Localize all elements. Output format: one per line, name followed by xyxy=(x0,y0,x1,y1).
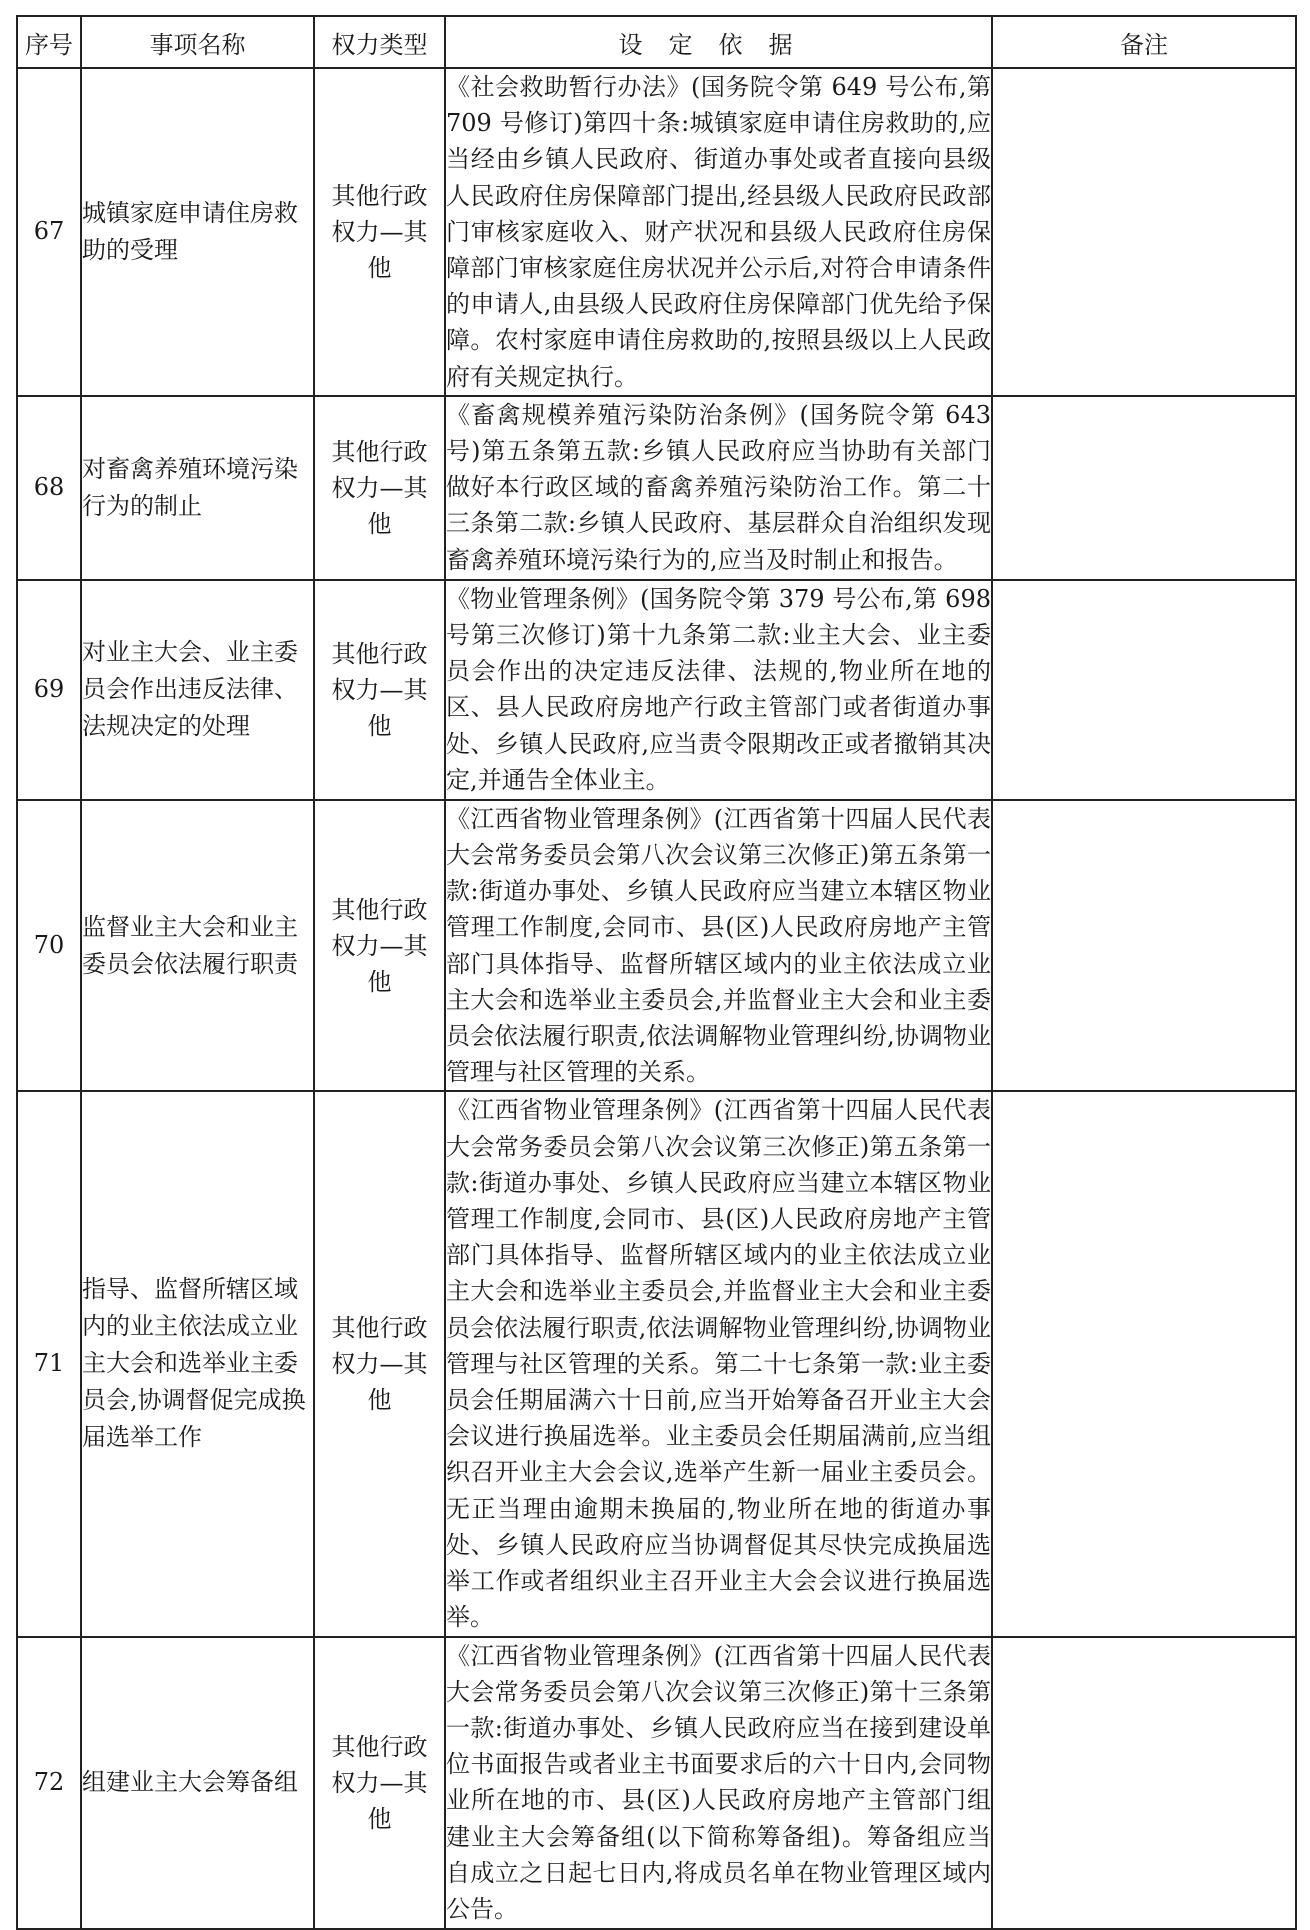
power-list-table xyxy=(16,15,1297,1930)
row-type xyxy=(314,396,445,580)
table-header-row xyxy=(17,16,1296,68)
table-row xyxy=(17,800,1296,1092)
table-row xyxy=(17,396,1296,580)
row-note xyxy=(992,396,1296,580)
row-note xyxy=(992,1091,1296,1636)
header-type: 权力类型 xyxy=(314,16,445,68)
row-name: 城镇家庭申请住房救助的受理 xyxy=(81,68,314,396)
row-basis: 《江西省物业管理条例》(江西省第十四届人民代表大会常务委员会第八次会议第三次修正)第五条第一款:街道办事处、乡镇人民政府应当建立本辖区物业管理工作制度,会同市、县(区)人民政府房地产主管部门具体指导、监督所辖区域内的业主依法成立业主大会和选举业主委员会,并监督业主大会和业主委员会依法履行职责,依法调解物业管理纠纷,协调物业管理与社区管理的关系。 xyxy=(445,800,992,1092)
row-index: 67 xyxy=(17,68,81,396)
row-note xyxy=(992,68,1296,396)
row-name: 监督业主大会和业主委员会依法履行职责 xyxy=(81,800,314,1092)
row-name: 对畜禽养殖环境污染行为的制止 xyxy=(81,396,314,580)
row-name: 指导、监督所辖区域内的业主依法成立业主大会和选举业主委员会,协调督促完成换届选举工作 xyxy=(81,1091,314,1636)
table-row xyxy=(17,68,1296,396)
row-type xyxy=(314,1637,445,1929)
row-basis: 《畜禽规模养殖污染防治条例》(国务院令第 643 号)第五条第五款:乡镇人民政府应当协助有关部门做好本行政区域的畜禽养殖污染防治工作。第二十三条第二款:乡镇人民政府、基层群众自治组织发现畜禽养殖环境污染行为的,应当及时制止和报告。 xyxy=(445,396,992,580)
row-basis: 《江西省物业管理条例》(江西省第十四届人民代表大会常务委员会第八次会议第三次修正)第十三条第一款:街道办事处、乡镇人民政府应当在接到建设单位书面报告或者业主书面要求后的六十日内,会同物业所在地的市、县(区)人民政府房地产主管部门组建业主大会筹备组(以下简称筹备组)。筹备组应当自成立之日起七日内,将成员名单在物业管理区域内公告。 xyxy=(445,1637,992,1929)
row-type xyxy=(314,800,445,1092)
row-type xyxy=(314,68,445,396)
row-index: 68 xyxy=(17,396,81,580)
row-index: 71 xyxy=(17,1091,81,1636)
header-index: 序号 xyxy=(17,16,81,68)
row-type-text: 其他行政权力—其他 xyxy=(331,639,428,740)
table-row xyxy=(17,1091,1296,1636)
header-basis: 设定依据 xyxy=(445,16,992,68)
row-name: 对业主大会、业主委员会作出违反法律、法规决定的处理 xyxy=(81,580,314,800)
row-type-text: 其他行政权力—其他 xyxy=(331,1313,428,1414)
row-index: 69 xyxy=(17,580,81,800)
row-name: 组建业主大会筹备组 xyxy=(81,1637,314,1929)
row-type xyxy=(314,1091,445,1636)
header-name: 事项名称 xyxy=(81,16,314,68)
row-note xyxy=(992,580,1296,800)
row-type xyxy=(314,580,445,800)
row-type-text: 其他行政权力—其他 xyxy=(331,1732,428,1833)
row-basis: 《社会救助暂行办法》(国务院令第 649 号公布,第 709 号修订)第四十条:城镇家庭申请住房救助的,应当经由乡镇人民政府、街道办事处或者直接向县级人民政府住房保障部门提出,经县级人民政府民政部门审核家庭收入、财产状况和县级人民政府住房保障部门审核家庭住房状况并公示后,对符合申请条件的申请人,由县级人民政府住房保障部门优先给予保障。农村家庭申请住房救助的,按照县级以上人民政府有关规定执行。 xyxy=(445,68,992,396)
table-row xyxy=(17,1637,1296,1929)
row-note xyxy=(992,800,1296,1092)
row-type-text: 其他行政权力—其他 xyxy=(331,181,428,282)
row-type-text: 其他行政权力—其他 xyxy=(331,437,428,538)
table-row xyxy=(17,580,1296,800)
row-index: 72 xyxy=(17,1637,81,1929)
row-type-text: 其他行政权力—其他 xyxy=(331,895,428,996)
row-basis: 《江西省物业管理条例》(江西省第十四届人民代表大会常务委员会第八次会议第三次修正)第五条第一款:街道办事处、乡镇人民政府应当建立本辖区物业管理工作制度,会同市、县(区)人民政府房地产主管部门具体指导、监督所辖区域内的业主依法成立业主大会和选举业主委员会,并监督业主大会和业主委员会依法履行职责,依法调解物业管理纠纷,协调物业管理与社区管理的关系。第二十七条第一款:业主委员会任期届满六十日前,应当开始筹备召开业主大会会议进行换届选举。业主委员会任期届满前,应当组织召开业主大会会议,选举产生新一届业主委员会。无正当理由逾期未换届的,物业所在地的街道办事处、乡镇人民政府应当协调督促其尽快完成换届选举工作或者组织业主召开业主大会会议进行换届选举。 xyxy=(445,1091,992,1636)
header-note: 备注 xyxy=(992,16,1296,68)
row-note xyxy=(992,1637,1296,1929)
row-basis: 《物业管理条例》(国务院令第 379 号公布,第 698 号第三次修订)第十九条第二款:业主大会、业主委员会作出的决定违反法律、法规的,物业所在地的区、县人民政府房地产行政主管部门或者街道办事处、乡镇人民政府,应当责令限期改正或者撤销其决定,并通告全体业主。 xyxy=(445,580,992,800)
row-index: 70 xyxy=(17,800,81,1092)
